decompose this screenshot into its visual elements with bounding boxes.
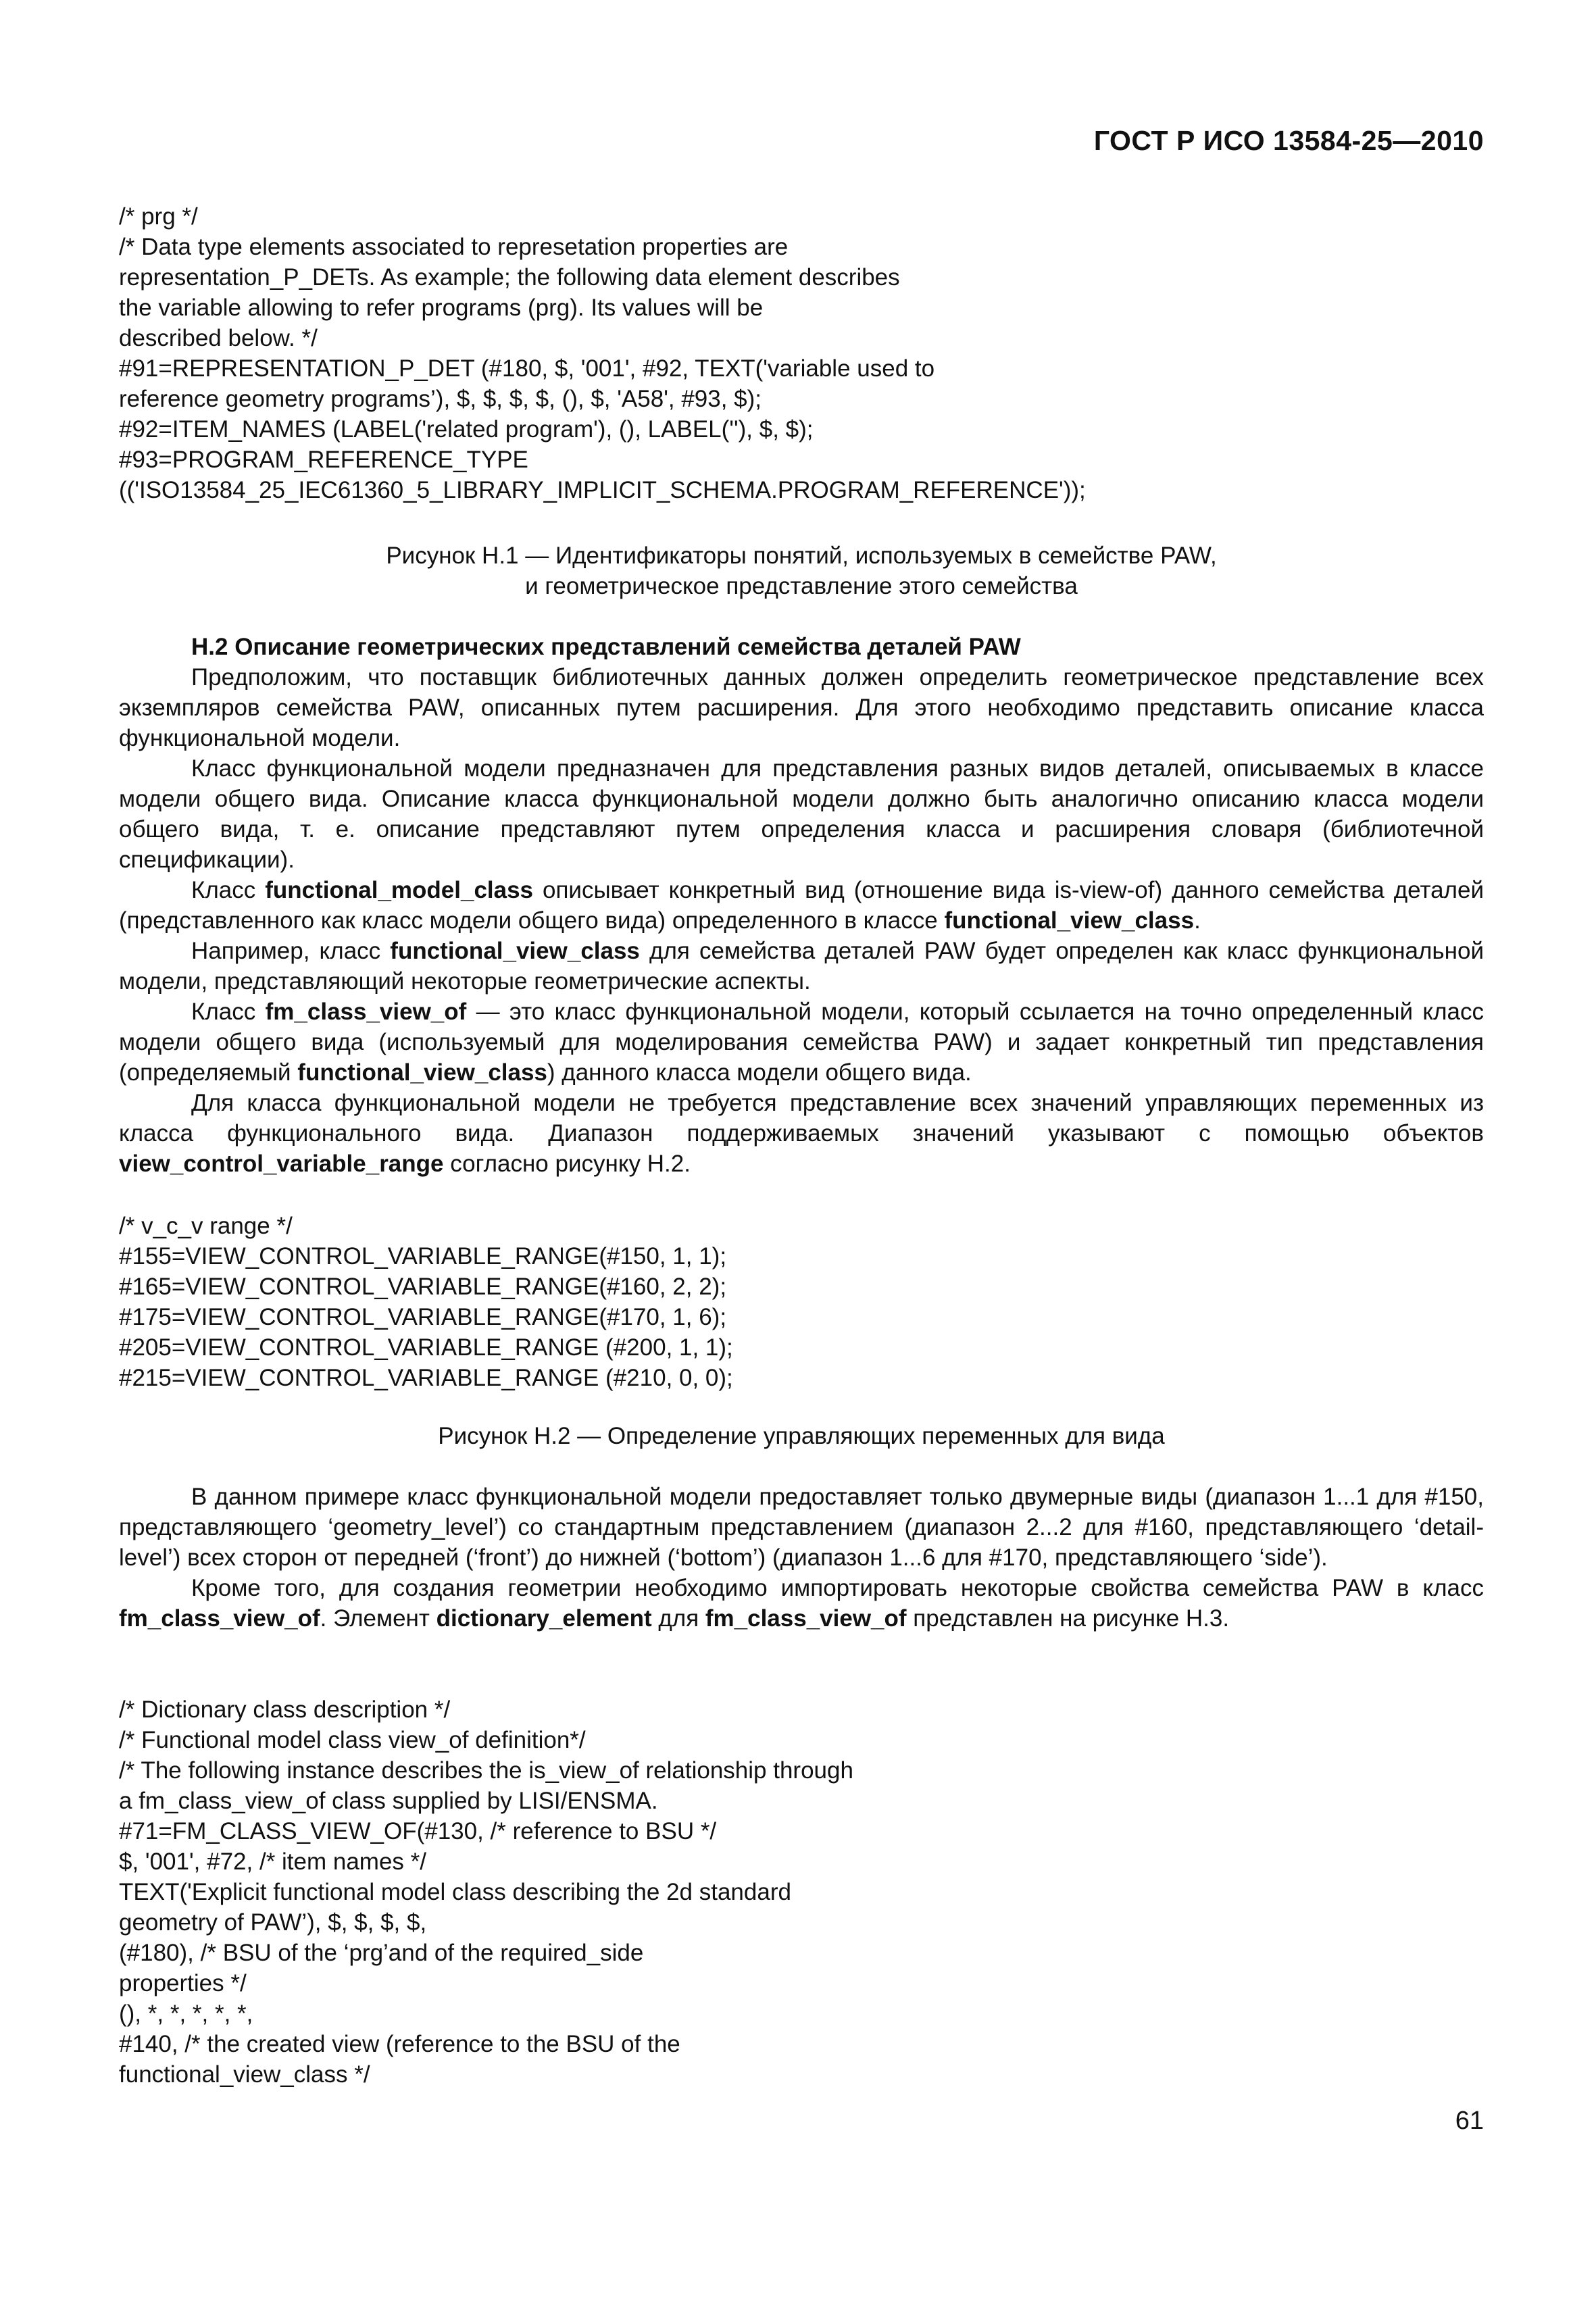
code-block-prg (119, 201, 1086, 505)
code-line: /* Functional model class view_of definition*/ (119, 1727, 586, 1753)
section-h2 (119, 632, 1484, 1179)
section-after-h2 (119, 1482, 1484, 1634)
code-block-vcv-range (119, 1211, 733, 1393)
code-line: #165=VIEW_CONTROL_VARIABLE_RANGE(#160, 2, 2); (119, 1274, 727, 1300)
paragraph: Предположим, что поставщик библиотечных данных должен определить геометрическое представление всех экземпляров семейства PAW, описанных путем расширения. Для этого необходимо представить описание класса функциональной модели. (119, 664, 1484, 751)
code-line: reference geometry programs’), $, $, $, $, (), $, 'A58', #93, $); (119, 386, 762, 412)
paragraph: Для класса функциональной модели не требуется представление всех значений управляющих переменных из класса функционального вида. Диапазон поддерживаемых значений указывают с помощью объектов view_control_variable_range согласно рисунку Н.2. (119, 1090, 1484, 1177)
code-line: representation_P_DETs. As example; the following data element describes (119, 264, 900, 291)
code-line: described below. */ (119, 325, 318, 351)
code-line: $, '001', #72, /* item names */ (119, 1848, 426, 1875)
code-line: functional_view_class */ (119, 2061, 370, 2088)
code-line: (), *, *, *, *, *, (119, 2001, 253, 2027)
code-block-dictionary-class (119, 1694, 853, 2090)
code-line: #71=FM_CLASS_VIEW_OF(#130, /* reference to BSU */ (119, 1818, 717, 1844)
code-line: /* Data type elements associated to represetation properties are (119, 234, 789, 260)
code-line: #205=VIEW_CONTROL_VARIABLE_RANGE (#200, 1, 1); (119, 1334, 733, 1361)
figure-caption-h2 (119, 1421, 1484, 1451)
figure-caption-h1 (119, 540, 1484, 601)
code-line: #91=REPRESENTATION_P_DET (#180, $, '001', #92, TEXT('variable used to (119, 355, 935, 382)
code-line: #175=VIEW_CONTROL_VARIABLE_RANGE(#170, 1, 6); (119, 1304, 727, 1330)
paragraph: Кроме того, для создания геометрии необходимо импортировать некоторые свойства семейства PAW в класс fm_class_view_of. Элемент dictionary_element для fm_class_view_of представлен на рисунке Н.3. (119, 1575, 1484, 1632)
paragraph: Класс функциональной модели предназначен для представления разных видов деталей, описываемых в классе модели общего вида. Описание класса функциональной модели должно быть аналогично описанию класса модели общего вида, т. е. описание представляют путем определения класса и расширения словаря (библиотечной спецификации). (119, 755, 1484, 873)
code-line: /* Dictionary class description */ (119, 1696, 451, 1723)
code-line: properties */ (119, 1970, 247, 1996)
paragraph: Класс functional_model_class описывает конкретный вид (отношение вида is-view-of) данного семейства деталей (представленного как класс модели общего вида) определенного в классе functional_view_class. (119, 877, 1484, 934)
code-line: /* prg */ (119, 203, 198, 230)
section-heading: Н.2 Описание геометрических представлений семейства деталей PAW (191, 634, 1021, 660)
code-line: /* v_c_v range */ (119, 1213, 293, 1239)
code-line: a fm_class_view_of class supplied by LISI/ENSMA. (119, 1788, 658, 1814)
code-line: the variable allowing to refer programs (prg). Its values will be (119, 295, 764, 321)
caption-line: Рисунок Н.2 — Определение управляющих переменных для вида (438, 1423, 1165, 1449)
code-line: #92=ITEM_NAMES (LABEL('related program'), (), LABEL(''), $, $); (119, 416, 814, 443)
paragraph: Например, класс functional_view_class для семейства деталей PAW будет определен как класс функциональной модели, представляющий некоторые геометрические аспекты. (119, 938, 1484, 995)
code-line: #155=VIEW_CONTROL_VARIABLE_RANGE(#150, 1, 1); (119, 1243, 727, 1269)
code-line: /* The following instance describes the is_view_of relationship through (119, 1757, 853, 1784)
code-line: (#180), /* BSU of the ‘prg’and of the required_side (119, 1940, 644, 1966)
code-line: #215=VIEW_CONTROL_VARIABLE_RANGE (#210, 0, 0); (119, 1365, 733, 1391)
code-line: TEXT('Explicit functional model class describing the 2d standard (119, 1879, 791, 1905)
code-line: (('ISO13584_25_IEC61360_5_LIBRARY_IMPLICIT_SCHEMA.PROGRAM_REFERENCE')); (119, 477, 1086, 503)
code-line: geometry of PAW’), $, $, $, $, (119, 1909, 427, 1936)
caption-line: и геометрическое представление этого семейства (525, 573, 1078, 599)
caption-line: Рисунок Н.1 — Идентификаторы понятий, используемых в семействе PAW, (386, 543, 1217, 569)
paragraph: В данном примере класс функциональной модели предоставляет только двумерные виды (диапазон 1...1 для #150, представляющего ‘geometry_level’) со стандартным представлением (диапазон 2...2 для #160, представляющего ‘detail-level’) всех сторон от передней (‘front’) до нижней (‘bottom’) (диапазон 1...6 для #170, представляющего ‘side’). (119, 1484, 1484, 1571)
code-line: #140, /* the created view (reference to the BSU of the (119, 2031, 680, 2057)
code-line: #93=PROGRAM_REFERENCE_TYPE (119, 447, 528, 473)
page-header-standard: ГОСТ Р ИСО 13584-25—2010 (1093, 125, 1484, 156)
page-number: 61 (1455, 2107, 1484, 2135)
paragraph: Класс fm_class_view_of — это класс функциональной модели, который ссылается на точно определенный класс модели общего вида (используемый для моделирования семейства PAW) и задает конкретный тип представления (определяемый functional_view_class) данного класса модели общего вида. (119, 999, 1485, 1086)
